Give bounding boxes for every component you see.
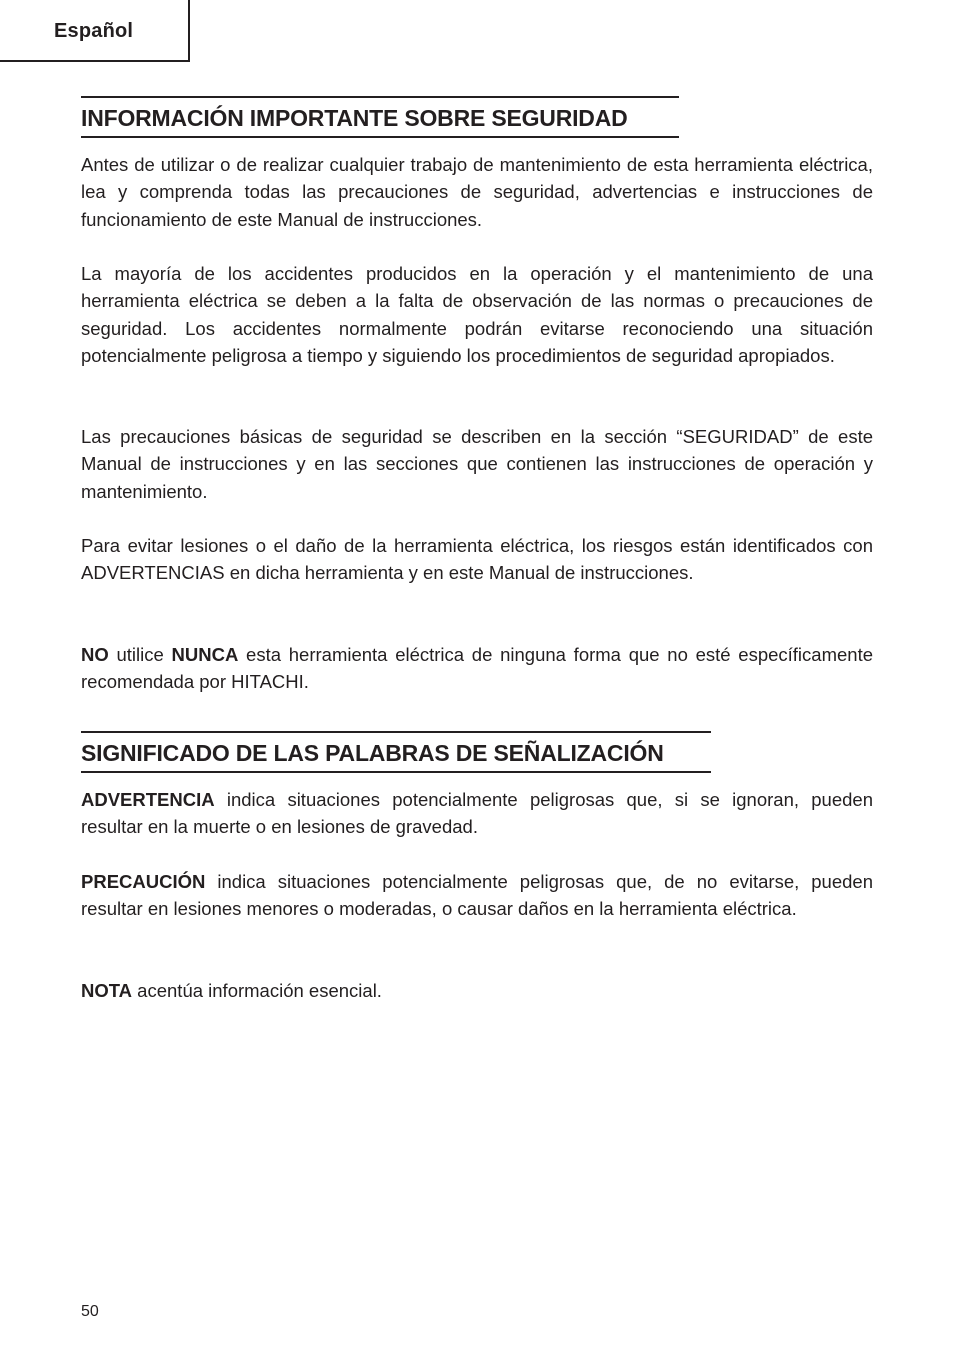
paragraph-accidents <box>81 260 873 369</box>
language-tab <box>0 0 190 62</box>
text-segment: esta herramienta eléctrica de ninguna forma que no esté específicamente recomendada por HITACHI. <box>81 644 874 693</box>
paragraph-never-use <box>81 641 873 696</box>
paragraph-read-manual: Antes de utilizar o de realizar cualquier trabajo de mantenimiento de esta herramienta eléctrica, lea y comprenda todas las precauciones de seguridad, advertencias e instrucciones de funcionamiento de este Manual de instrucciones. <box>81 154 873 230</box>
section-heading-signal-words: SIGNIFICADO DE LAS PALABRAS DE SEÑALIZACIÓN <box>81 731 711 773</box>
definition-advertencia <box>81 786 873 841</box>
definition-text: acentúa información esencial. <box>132 980 382 1001</box>
definition-precaucion <box>81 868 873 923</box>
text-segment: utilice <box>108 644 172 665</box>
definition-text: indica situaciones potencialmente peligrosas que, de no evitarse, pueden resultar en lesiones menores o moderadas, o causar daños en la herramienta eléctrica. <box>81 871 873 920</box>
paragraph-warnings-identified: Para evitar lesiones o el daño de la herramienta eléctrica, los riesgos están identificados con ADVERTENCIAS en dicha herramienta y en este Manual de instrucciones. <box>81 535 873 584</box>
definition-nota <box>81 977 873 1004</box>
term-nota: NOTA <box>81 980 133 1001</box>
definition-text: indica situaciones potencialmente peligrosas que, si se ignoran, pueden resultar en la muerte o en lesiones de gravedad. <box>81 789 873 838</box>
term-advertencia: ADVERTENCIA <box>81 789 215 810</box>
emphasis-no: NO <box>81 644 109 665</box>
paragraph-accidents-text: La mayoría de los accidentes producidos en la operación y el mantenimiento de una herramienta eléctrica se deben a la falta de observación de las normas o precauciones de seguridad. Los accidentes normalmente podrán evitarse reconociendo una situación potencialmente peligrosa a tiempo y siguiendo los procedimientos de seguridad apropiados. <box>81 263 873 366</box>
paragraph-basic-precautions: Las precauciones básicas de seguridad se describen en la sección “SEGURIDAD” de este Manual de instrucciones y en las secciones que contienen las instrucciones de operación y mantenimiento. <box>81 426 873 502</box>
emphasis-nunca: NUNCA <box>171 644 239 665</box>
language-label: Español <box>54 20 134 42</box>
term-precaucion: PRECAUCIÓN <box>81 871 206 892</box>
page-number: 50 <box>81 1303 99 1320</box>
section-heading-safety-info: INFORMACIÓN IMPORTANTE SOBRE SEGURIDAD <box>81 96 679 138</box>
